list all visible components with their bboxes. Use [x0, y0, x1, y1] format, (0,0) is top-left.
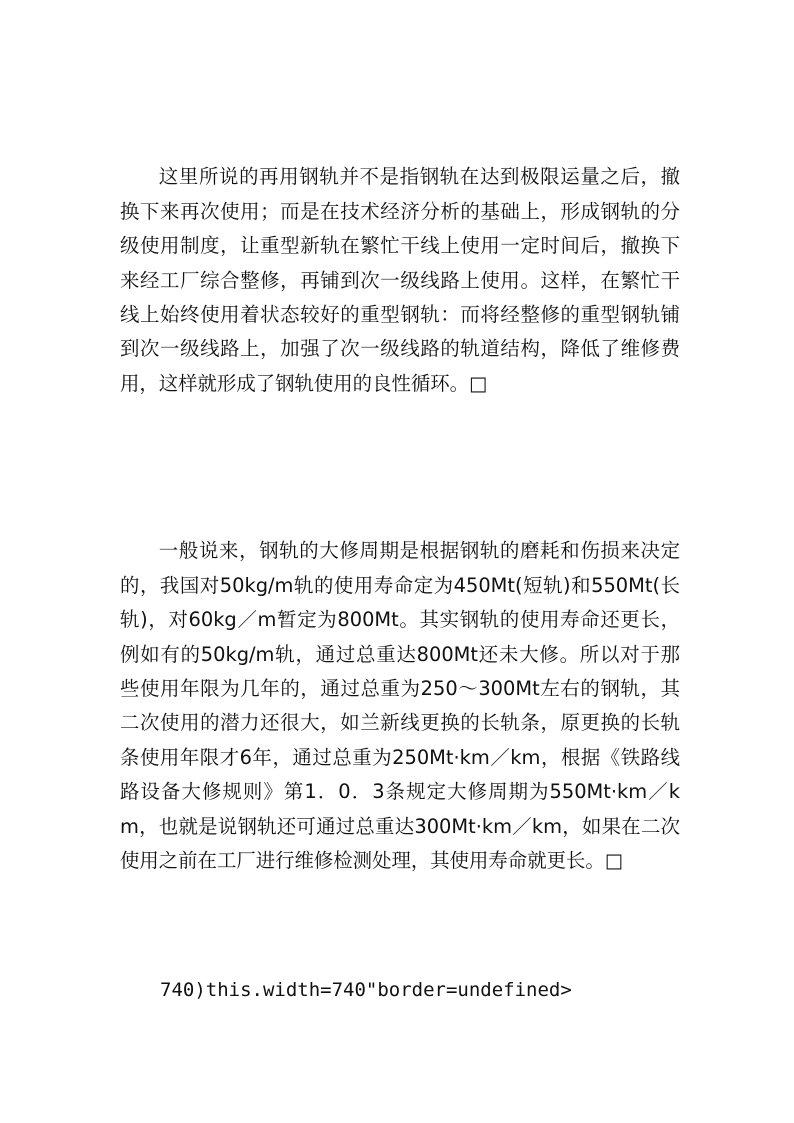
html-residue-text: 740)this.width=740"border=undefined>	[160, 979, 572, 1001]
paragraph-rail-lifespan: 一般说来，钢轨的大修周期是根据钢轨的磨耗和伤损来决定的，我国对50kg/m轨的使用寿命定为450Mt(短轨)和550Mt(长轨)，对60kg／m暂定为800Mt。其实钢轨的使用寿命还更长，例如有的50kg/m轨，通过总重达800Mt还未大修。所以对于那些使用年限为几年的，通过总重为250～300Mt左右的钢轨，其二次使用的潜力还很大，如兰新线更换的长轨条，原更换的长轨条使用年限才6年，通过总重为250Mt·km／km，根据《铁路线路设备大修规则》第1．0．3条规定大修周期为550Mt·km／km，也就是说钢轨还可通过总重达300Mt·km／km，如果在二次使用之前在工厂进行维修检测处理，其使用寿命就更长。□	[120, 539, 680, 873]
paragraph-rail-reuse: 这里所说的再用钢轨并不是指钢轨在达到极限运量之后，撤换下来再次使用；而是在技术经济分析的基础上，形成钢轨的分级使用制度，让重型新轨在繁忙干线上使用一定时间后，撤换下来经工厂综合整修，再铺到次一级线路上使用。这样，在繁忙干线上始终使用着状态较好的重型钢轨：而将经整修的重型钢轨铺到次一级线路上，加强了次一级线路的轨道结构，降低了维修费用，这样就形成了钢轨使用的良性循环。□	[120, 165, 680, 395]
